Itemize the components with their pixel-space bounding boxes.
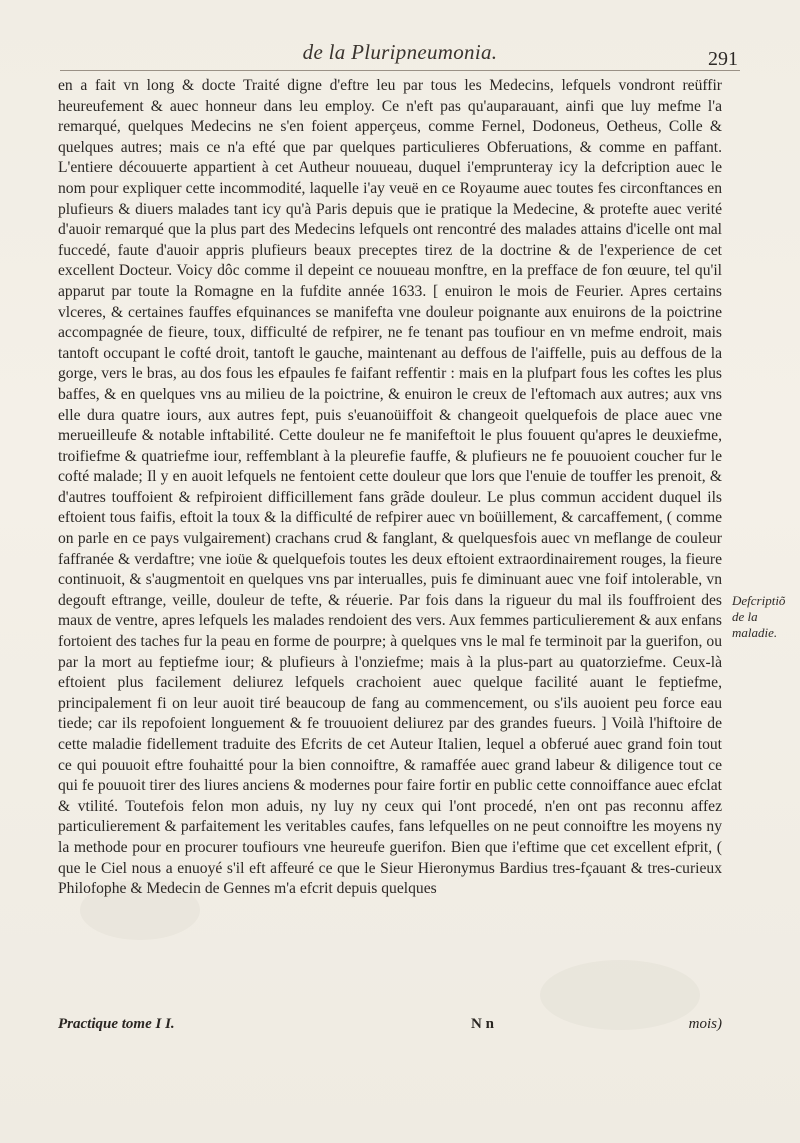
signature-mark: N n [471,1016,494,1032]
page-footer [58,1016,722,1038]
catchword: mois) [688,1016,722,1032]
main-text [58,76,722,900]
paragraph: en a fait vn long & docte Traité digne d'eftre leu par tous les Medecins, lefquels vondront reüffir heureufement & auec honneur dans leu employ. Ce n'eft pas qu'auparauant, ainfi que luy mefme l'a remarqué, quelques Medecins ne s'en foient apperçeus, comme Fernel, Dodoneus, Oetheus, Colle & quelques autres; mais ce n'a efté que par quelques particulieres Obferuations, & comme en paffant. L'entiere découuerte appartient à cet Autheur nouueau, duquel i'emprunteray icy la defcription auec le nom pour expliquer cette incommodité, laquelle i'ay veuë en ce Royaume auec toutes fes circonftances en plufieurs & diuers malades tant icy qu'à Paris depuis que ie pratique la Medecine, & protefte auec verité d'auoir remarqué que la plus part des Medecins lefquels ont rencontré des malades attains d'icelle ont mal fuccedé, faute d'auoir appris plufieurs beaux preceptes tirez de la doctrine & de l'experience de cet excellent Docteur. Voicy dôc comme il depeint ce nouueau monftre, en la prefface de fon œuure, tel qu'il apparut par toute la Romagne en la fufdite année 1633. [ enuiron le mois de Feurier. Apres certains vlceres, & certaines fauffes efquinances se manifefta vne douleur poignante aux enuirons de la poictrine accompagnée de fieure, toux, difficulté de refpirer, ne fe tenant pas toufiour en vn mefme endroit, mais tantoft occupant le cofté droit, tantoft le gauche, maintenant au deffous de l'aiffelle, puis au deffous de la gorge, vers le bras, au dos fous les efpaules fe faifant reffentir : mais en la plufpart fous les coftes les plus baffes, & en quelques vns au milieu de la poictrine, & enuiron le creux de l'eftomach aux autres; aux vns elle dura quatre iours, aux autres fept, puis s'euanoüiffoit & changeoit quelquefois de place auec vne merueilleufe & notable inftabilité. Cette douleur ne fe manifeftoit le plus fouuent qu'apres le deuxiefme, troifiefme & quatriefme iour, reffemblant à la pleurefie fauffe, & plufieurs ne fe pouuoient coucher fur le cofté malade; Il y en auoit lefquels ne fentoient cette douleur que lors que l'enuie de touffer les prenoit, & d'autres touffoient & refpiroient difficillement fans grãde douleur. Le plus commun accident duquel ils eftoient tous faifis, eftoit la toux & la difficulté de refpirer auec vn boüillement, & carcaffement, ( comme on parle en ce pays vulgairement) crachans crud & fanglant, & quelquesfois auec vn meflange de couleur faffranée & verdaftre; vne ioüe & quelquefois toutes les deux eftoient extraordinairement rouges, la fieure continuoit, & s'augmentoit en quelques vns par interualles, puis fe diminuant auec vne foif intolerable, vn degouft eftrange, veille, douleur de tefte, & réuerie. Par fois dans la rigueur du mal ils fouffroient des maux de ventre, apres lefquels les malades rendoient des vers. Aux femmes particulierement & aux enfans fortoient des taches fur la peau en forme de pourpre; à quelques vns le mal fe terminoit par la guerifon, ou par la mort au feptiefme iour; & plufieurs à l'onziefme; mais à la plus-part au quatorziefme. Ceux-là eftoient plus facilement deliurez lefquels crachoient auec quelque facilité auant le feptiefme, principalement fi on leur auoit tiré beaucoup de fang au commencement, ou s'ils auoient peu force eau tiede; car ils repofoient longuement & fe trouuoient deliurez par des grandes fueurs. ] Voilà l'hiftoire de cette maladie fidellement traduite des Efcrits de cet Auteur Italien, lequel a obferué auec grand foin tout ce qui pouuoit eftre fouhaitté pour la bien connoiftre, & ramaffée auec grand labeur & diligence tout ce qui fe pouuoit tirer des liures anciens & modernes pour faire fortir en public cette connoiffance auec efclat & vtilité. Toutefois felon mon aduis, ny luy ny ceux qui l'ont procedé, n'en ont pas reconnu affez particulierement & parfaitement les veritables caufes, fans lefquelles on ne peut connoiftre les moyens ny la methode pour en procurer toufiours vne heureufe guerifon. Bien que i'eftime que cet excellent efprit, ( que le Ciel nous a enuoyé s'il eft affeuré ce que le Sieur Hieronymus Bardius tres-fçauant & tres-curieux Philofophe & Medecin de Gennes m'a efcrit depuis quelques [58,77,722,898]
header-rule [60,70,740,71]
marginal-note: Defcriptiõ de la maladie. [732,593,786,640]
running-head: de la Pluripneumonia. [302,40,498,64]
page-number: 291 [708,48,738,70]
signature-title: Practique tome I I. [58,1016,175,1032]
